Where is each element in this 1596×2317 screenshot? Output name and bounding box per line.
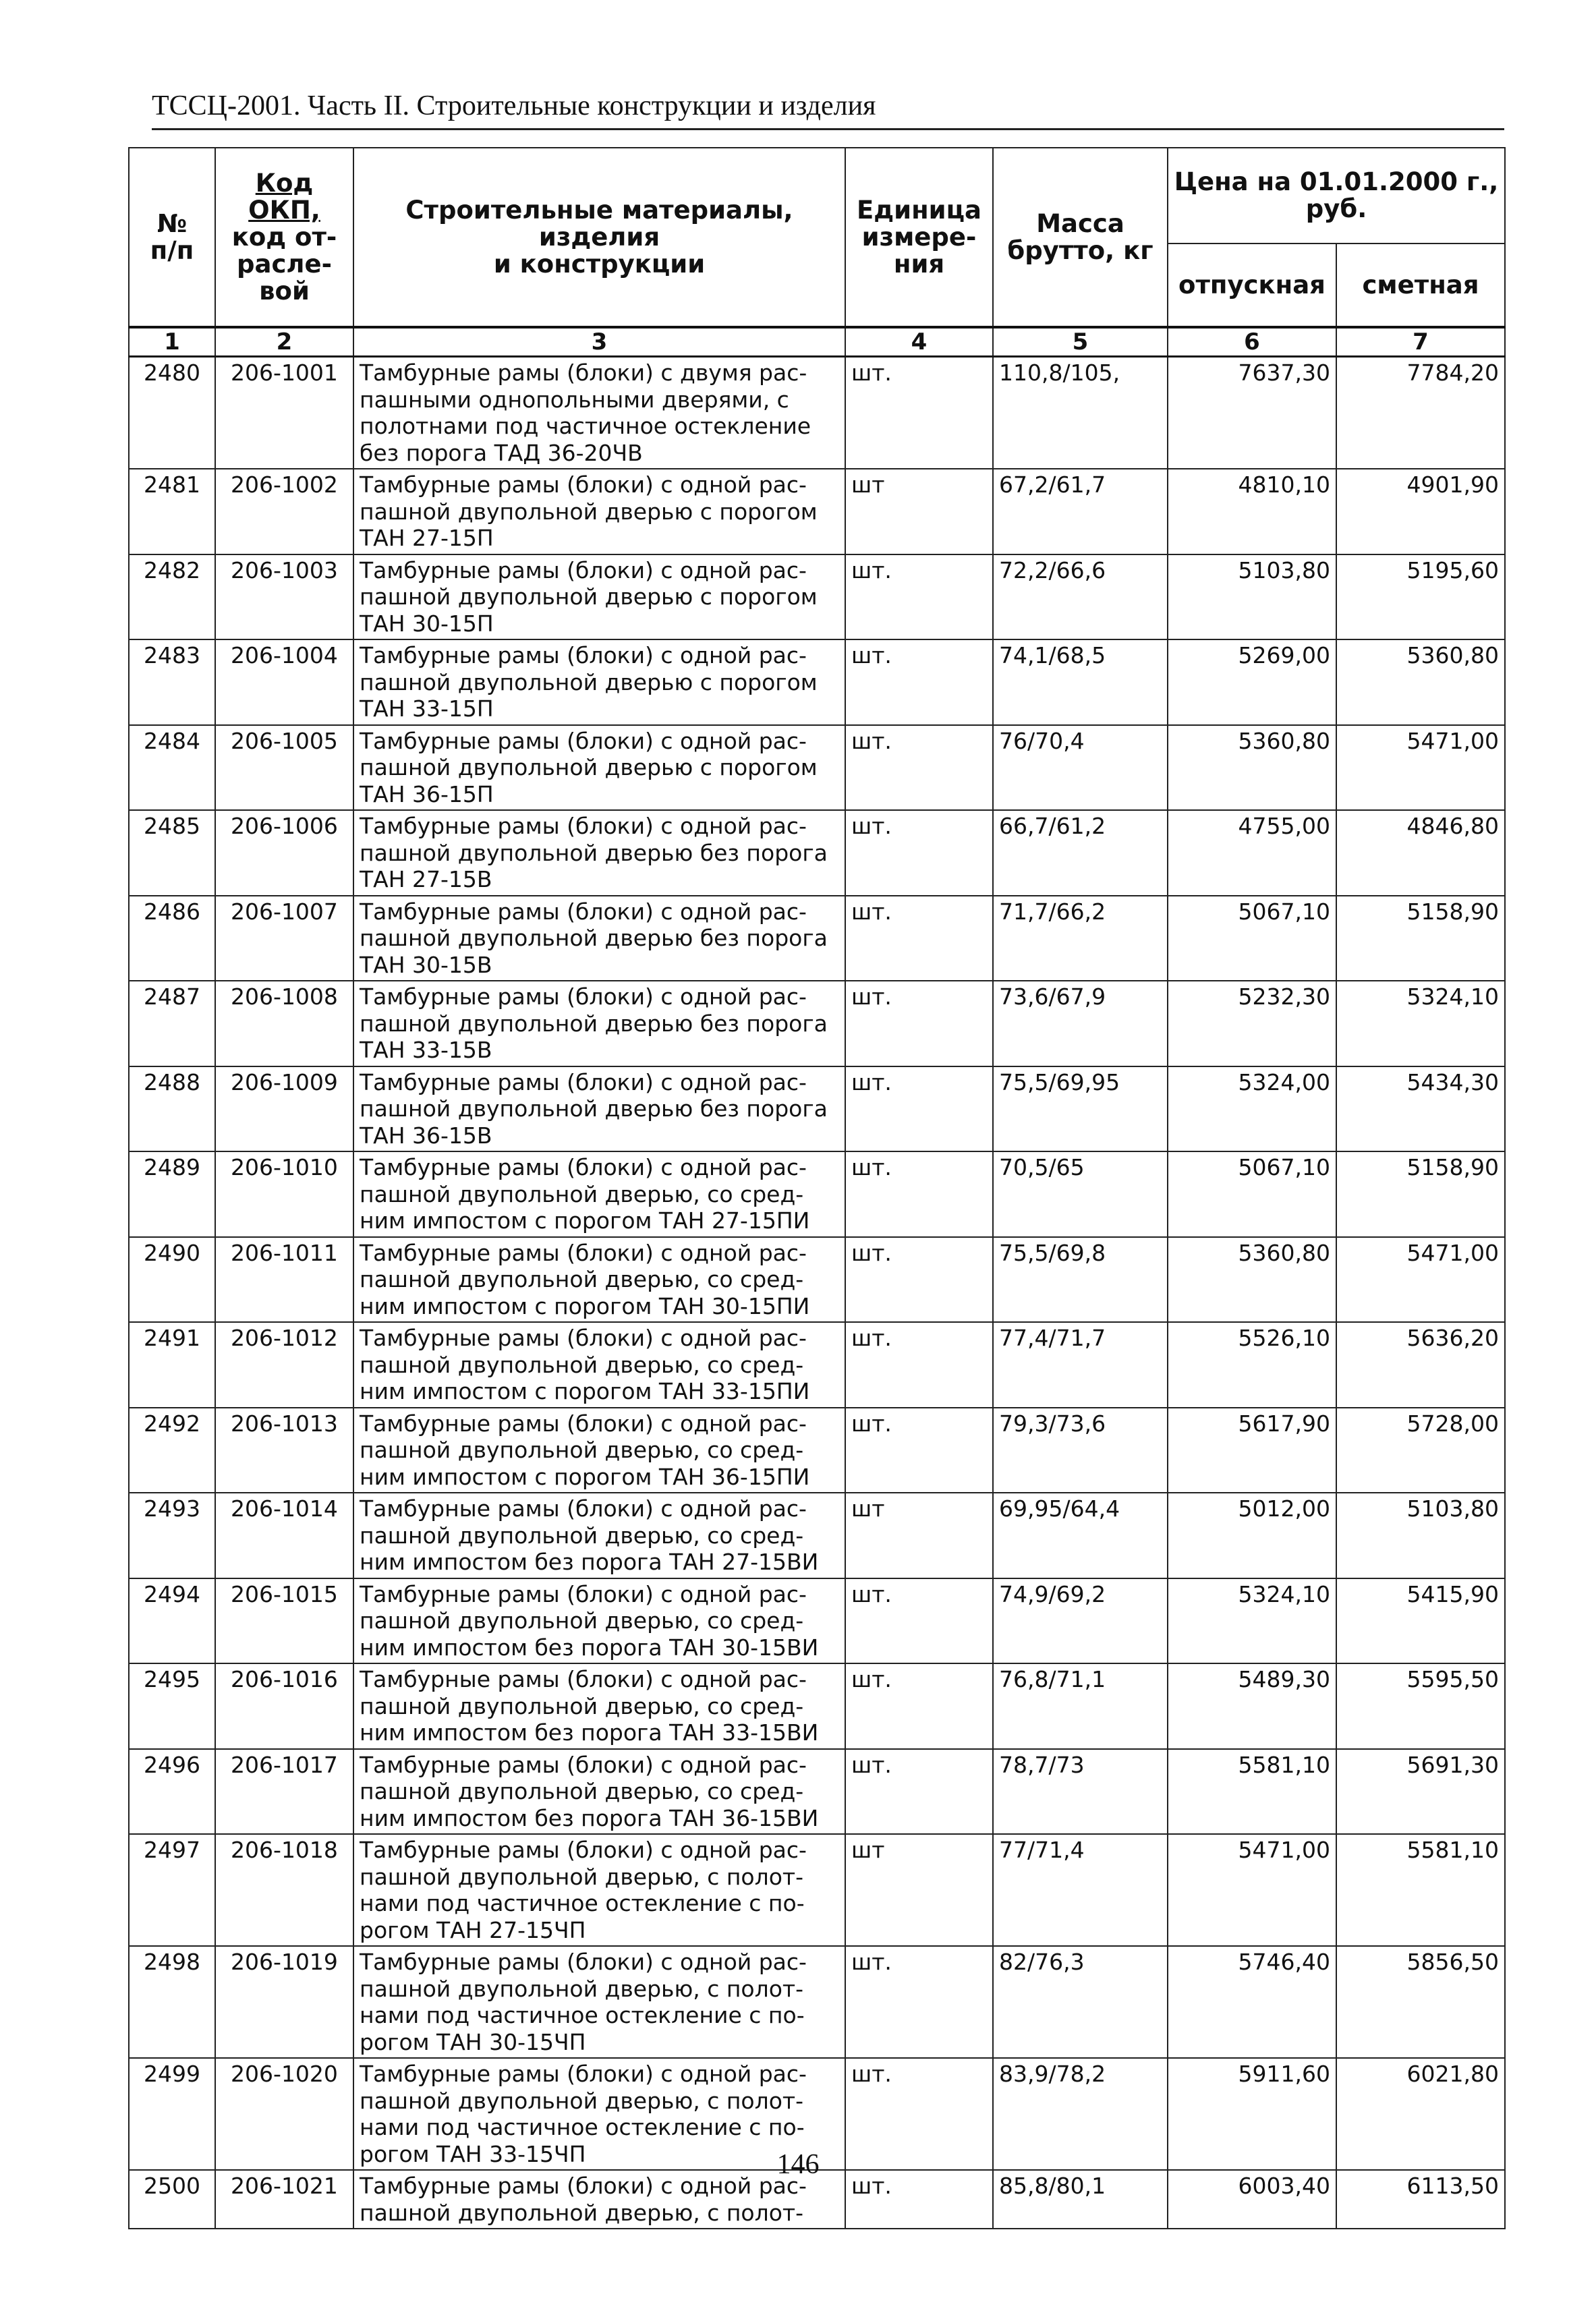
item-name-line: Тамбурные рамы (блоки) с одной рас- xyxy=(360,556,807,583)
row-number: 2492 xyxy=(129,1408,215,1493)
column-number-row xyxy=(129,327,1505,357)
unit-of-measure: шт. xyxy=(845,725,993,811)
header-code-line: код от- xyxy=(231,222,337,252)
row-number: 2498 xyxy=(129,1946,215,2058)
okp-code: 206-1017 xyxy=(215,1749,353,1835)
table-row xyxy=(129,1749,1505,1835)
item-name-line: пашной двупольной дверью, с полот- xyxy=(360,1863,804,1890)
unit-of-measure: шт. xyxy=(845,1578,993,1664)
header-unit-line: ния xyxy=(893,249,945,279)
okp-code: 206-1014 xyxy=(215,1493,353,1578)
item-name-line: Тамбурные рамы (блоки) с одной рас- xyxy=(360,471,807,498)
table-row xyxy=(129,469,1505,554)
item-name-line: рогом ТАН 30-15ЧП xyxy=(360,2028,586,2055)
item-name xyxy=(353,1493,845,1578)
item-name-line: Тамбурные рамы (блоки) с одной рас- xyxy=(360,983,807,1010)
table-row xyxy=(129,639,1505,725)
table-row xyxy=(129,357,1505,469)
estimate-price: 5856,50 xyxy=(1336,1946,1505,2058)
estimate-price: 5324,10 xyxy=(1336,981,1505,1066)
column-number: 1 xyxy=(129,327,215,357)
estimate-price: 4901,90 xyxy=(1336,469,1505,554)
release-price: 5232,30 xyxy=(1168,981,1336,1066)
item-name-line: пашной двупольной дверью, со сред- xyxy=(360,1607,804,1634)
item-name-line: ТАН 33-15П xyxy=(360,695,494,722)
gross-mass: 66,7/61,2 xyxy=(993,810,1168,896)
estimate-price: 5691,30 xyxy=(1336,1749,1505,1835)
item-name-line: Тамбурные рамы (блоки) с одной рас- xyxy=(360,1495,807,1522)
header-code-line: Код xyxy=(255,168,314,198)
item-name-line: ним импостом без порога ТАН 36-15ВИ xyxy=(360,1804,819,1831)
estimate-price: 5195,60 xyxy=(1336,554,1505,640)
header-code-line: ОКП, xyxy=(248,195,320,225)
row-number: 2481 xyxy=(129,469,215,554)
okp-code: 206-1003 xyxy=(215,554,353,640)
okp-code: 206-1006 xyxy=(215,810,353,896)
unit-of-measure: шт xyxy=(845,1834,993,1946)
item-name-line: пашной двупольной дверью без порога xyxy=(360,1095,828,1122)
release-price: 7637,30 xyxy=(1168,357,1336,469)
header-mass-line: Масса xyxy=(1036,208,1124,238)
gross-mass: 67,2/61,7 xyxy=(993,469,1168,554)
okp-code: 206-1008 xyxy=(215,981,353,1066)
release-price: 5526,10 xyxy=(1168,1322,1336,1408)
item-name xyxy=(353,357,845,469)
item-name xyxy=(353,810,845,896)
estimate-price: 5158,90 xyxy=(1336,1151,1505,1237)
unit-of-measure: шт. xyxy=(845,981,993,1066)
gross-mass: 74,9/69,2 xyxy=(993,1578,1168,1664)
release-price: 5103,80 xyxy=(1168,554,1336,640)
header-unit-line: Единица xyxy=(857,195,981,225)
table-row xyxy=(129,810,1505,896)
item-name-line: ТАН 30-15П xyxy=(360,610,494,637)
row-number: 2482 xyxy=(129,554,215,640)
estimate-price: 5103,80 xyxy=(1336,1493,1505,1578)
header-name-line: Строительные материалы, изделия xyxy=(405,195,793,252)
unit-of-measure: шт. xyxy=(845,639,993,725)
item-name-line: пашной двупольной дверью, со сред- xyxy=(360,1522,804,1549)
release-price: 5581,10 xyxy=(1168,1749,1336,1835)
estimate-price: 4846,80 xyxy=(1336,810,1505,896)
item-name-line: пашной двупольной дверью с порогом xyxy=(360,668,818,695)
header-unit xyxy=(845,148,993,327)
item-name xyxy=(353,1834,845,1946)
estimate-price: 5360,80 xyxy=(1336,639,1505,725)
estimate-price: 5415,90 xyxy=(1336,1578,1505,1664)
gross-mass: 77,4/71,7 xyxy=(993,1322,1168,1408)
table-row xyxy=(129,1493,1505,1578)
table-row xyxy=(129,1578,1505,1664)
okp-code: 206-1013 xyxy=(215,1408,353,1493)
row-number: 2495 xyxy=(129,1663,215,1749)
okp-code: 206-1009 xyxy=(215,1066,353,1152)
gross-mass: 70,5/65 xyxy=(993,1151,1168,1237)
okp-code: 206-1020 xyxy=(215,2058,353,2170)
item-name-line: нами под частичное остекление с по- xyxy=(360,1890,805,1916)
item-name xyxy=(353,1237,845,1323)
okp-code: 206-1005 xyxy=(215,725,353,811)
table-header xyxy=(129,148,1505,357)
header-code-line: вой xyxy=(259,276,310,306)
table-row xyxy=(129,725,1505,811)
gross-mass: 72,2/66,6 xyxy=(993,554,1168,640)
item-name-line: ним импостом с порогом ТАН 36-15ПИ xyxy=(360,1463,810,1490)
row-number: 2500 xyxy=(129,2170,215,2229)
item-name-line: пашной двупольной дверью, со сред- xyxy=(360,1692,804,1719)
okp-code: 206-1001 xyxy=(215,357,353,469)
release-price: 5324,00 xyxy=(1168,1066,1336,1152)
table-body xyxy=(129,357,1505,2229)
item-name-line: ТАН 30-15В xyxy=(360,951,492,978)
item-name-line: пашной двупольной дверью, с полот- xyxy=(360,1975,804,2002)
okp-code: 206-1019 xyxy=(215,1946,353,2058)
column-number: 5 xyxy=(993,327,1168,357)
item-name xyxy=(353,639,845,725)
release-price: 6003,40 xyxy=(1168,2170,1336,2229)
header-unit-line: измере- xyxy=(861,222,977,252)
unit-of-measure: шт xyxy=(845,1493,993,1578)
release-price: 5911,60 xyxy=(1168,2058,1336,2170)
estimate-price: 6021,80 xyxy=(1336,2058,1505,2170)
item-name-line: Тамбурные рамы (блоки) с одной рас- xyxy=(360,1325,807,1351)
unit-of-measure: шт. xyxy=(845,896,993,981)
item-name xyxy=(353,1749,845,1835)
item-name xyxy=(353,554,845,640)
okp-code: 206-1012 xyxy=(215,1322,353,1408)
okp-code: 206-1021 xyxy=(215,2170,353,2229)
unit-of-measure: шт. xyxy=(845,1749,993,1835)
item-name xyxy=(353,1408,845,1493)
item-name-line: Тамбурные рамы (блоки) с одной рас- xyxy=(360,1837,807,1863)
gross-mass: 76,8/71,1 xyxy=(993,1663,1168,1749)
item-name xyxy=(353,469,845,554)
item-name xyxy=(353,1946,845,2058)
table-row xyxy=(129,1834,1505,1946)
row-number: 2491 xyxy=(129,1322,215,1408)
item-name-line: Тамбурные рамы (блоки) с одной рас- xyxy=(360,1580,807,1607)
item-name-line: пашной двупольной дверью без порога xyxy=(360,925,828,951)
release-price: 5489,30 xyxy=(1168,1663,1336,1749)
item-name-line: пашной двупольной дверью без порога xyxy=(360,839,828,866)
header-price-release: отпускная xyxy=(1168,244,1336,327)
row-number: 2480 xyxy=(129,357,215,469)
header-mass-line: брутто, кг xyxy=(1007,235,1153,265)
okp-code: 206-1010 xyxy=(215,1151,353,1237)
row-number: 2494 xyxy=(129,1578,215,1664)
item-name-line: пашной двупольной дверью, с полот- xyxy=(360,2199,804,2226)
estimate-price: 5434,30 xyxy=(1336,1066,1505,1152)
header-code-line: расле- xyxy=(237,249,332,279)
unit-of-measure: шт. xyxy=(845,1151,993,1237)
unit-of-measure: шт. xyxy=(845,1408,993,1493)
item-name-line: пашной двупольной дверью, со сред- xyxy=(360,1437,804,1463)
table-row xyxy=(129,1237,1505,1323)
gross-mass: 71,7/66,2 xyxy=(993,896,1168,981)
gross-mass: 79,3/73,6 xyxy=(993,1408,1168,1493)
item-name-line: пашной двупольной дверью, со сред- xyxy=(360,1351,804,1378)
estimate-price: 5636,20 xyxy=(1336,1322,1505,1408)
row-number: 2488 xyxy=(129,1066,215,1152)
price-table-container xyxy=(128,147,1504,2229)
unit-of-measure: шт. xyxy=(845,2058,993,2170)
release-price: 5617,90 xyxy=(1168,1408,1336,1493)
unit-of-measure: шт xyxy=(845,469,993,554)
estimate-price: 5728,00 xyxy=(1336,1408,1505,1493)
gross-mass: 73,6/67,9 xyxy=(993,981,1168,1066)
item-name-line: нами под частичное остекление с по- xyxy=(360,2002,805,2028)
item-name-line: пашной двупольной дверью, со сред- xyxy=(360,1266,804,1292)
item-name-line: Тамбурные рамы (блоки) с одной рас- xyxy=(360,1154,807,1180)
unit-of-measure: шт. xyxy=(845,1237,993,1323)
estimate-price: 5471,00 xyxy=(1336,1237,1505,1323)
item-name-line: без порога ТАД 36-20ЧВ xyxy=(360,439,643,466)
unit-of-measure: шт. xyxy=(845,357,993,469)
gross-mass: 82/76,3 xyxy=(993,1946,1168,2058)
header-name-line: и конструкции xyxy=(493,249,706,279)
release-price: 5360,80 xyxy=(1168,725,1336,811)
header-no-line: № xyxy=(156,208,188,238)
row-number: 2487 xyxy=(129,981,215,1066)
row-number: 2489 xyxy=(129,1151,215,1237)
release-price: 5360,80 xyxy=(1168,1237,1336,1323)
gross-mass: 75,5/69,95 xyxy=(993,1066,1168,1152)
estimate-price: 5471,00 xyxy=(1336,725,1505,811)
row-number: 2490 xyxy=(129,1237,215,1323)
release-price: 5067,10 xyxy=(1168,896,1336,981)
item-name-line: ним импостом с порогом ТАН 30-15ПИ xyxy=(360,1292,810,1319)
item-name xyxy=(353,1066,845,1152)
release-price: 4810,10 xyxy=(1168,469,1336,554)
item-name-line: полотнами под частичное остекление xyxy=(360,413,811,439)
item-name xyxy=(353,1151,845,1237)
running-title: ТССЦ-2001. Часть II. Строительные конструкции и изделия xyxy=(152,89,1504,130)
item-name xyxy=(353,981,845,1066)
item-name-line: Тамбурные рамы (блоки) с одной рас- xyxy=(360,1949,807,1975)
okp-code: 206-1004 xyxy=(215,639,353,725)
table-row xyxy=(129,1066,1505,1152)
header-name xyxy=(353,148,845,327)
row-number: 2486 xyxy=(129,896,215,981)
item-name-line: пашной двупольной дверью, со сред- xyxy=(360,1778,804,1804)
row-number: 2485 xyxy=(129,810,215,896)
gross-mass: 78,7/73 xyxy=(993,1749,1168,1835)
row-number: 2497 xyxy=(129,1834,215,1946)
item-name-line: Тамбурные рамы (блоки) с одной рас- xyxy=(360,1666,807,1692)
gross-mass: 76/70,4 xyxy=(993,725,1168,811)
estimate-price: 6113,50 xyxy=(1336,2170,1505,2229)
item-name-line: Тамбурные рамы (блоки) с одной рас- xyxy=(360,642,807,668)
okp-code: 206-1016 xyxy=(215,1663,353,1749)
column-number: 7 xyxy=(1336,327,1505,357)
row-number: 2499 xyxy=(129,2058,215,2170)
table-row xyxy=(129,981,1505,1066)
header-mass xyxy=(993,148,1168,327)
item-name-line: пашной двупольной дверью с порогом xyxy=(360,754,818,780)
header-no xyxy=(129,148,215,327)
column-number: 3 xyxy=(353,327,845,357)
item-name xyxy=(353,896,845,981)
gross-mass: 74,1/68,5 xyxy=(993,639,1168,725)
table-row xyxy=(129,1408,1505,1493)
item-name-line: пашной двупольной дверью с порогом xyxy=(360,498,818,525)
gross-mass: 77/71,4 xyxy=(993,1834,1168,1946)
page-number: 146 xyxy=(776,2149,820,2180)
item-name-line: Тамбурные рамы (блоки) с двумя рас- xyxy=(360,360,807,386)
header-price-line: Цена на 01.01.2000 г., xyxy=(1174,167,1499,196)
item-name-line: ТАН 36-15В xyxy=(360,1122,492,1149)
price-table xyxy=(128,147,1506,2229)
item-name-line: ним импостом с порогом ТАН 33-15ПИ xyxy=(360,1378,810,1404)
column-number: 2 xyxy=(215,327,353,357)
item-name-line: Тамбурные рамы (блоки) с одной рас- xyxy=(360,1410,807,1437)
okp-code: 206-1018 xyxy=(215,1834,353,1946)
release-price: 5067,10 xyxy=(1168,1151,1336,1237)
header-price xyxy=(1168,148,1505,244)
table-row xyxy=(129,554,1505,640)
header-price-line: руб. xyxy=(1305,194,1367,223)
item-name-line: ТАН 27-15П xyxy=(360,525,494,551)
release-price: 5269,00 xyxy=(1168,639,1336,725)
item-name-line: ним импостом без порога ТАН 27-15ВИ xyxy=(360,1549,819,1575)
table-row xyxy=(129,1663,1505,1749)
unit-of-measure: шт. xyxy=(845,1066,993,1152)
item-name-line: нами под частичное остекление с по- xyxy=(360,2114,805,2140)
header-price-estimate: сметная xyxy=(1336,244,1505,327)
item-name-line: ТАН 33-15В xyxy=(360,1037,492,1063)
item-name-line: пашной двупольной дверью с порогом xyxy=(360,583,818,610)
item-name-line: пашной двупольной дверью, со сред- xyxy=(360,1180,804,1207)
item-name-line: Тамбурные рамы (блоки) с одной рас- xyxy=(360,2173,807,2199)
item-name-line: Тамбурные рамы (блоки) с одной рас- xyxy=(360,1239,807,1266)
column-number: 4 xyxy=(845,327,993,357)
unit-of-measure: шт. xyxy=(845,554,993,640)
row-number: 2493 xyxy=(129,1493,215,1578)
unit-of-measure: шт. xyxy=(845,1322,993,1408)
item-name-line: пашными однопольными дверями, с xyxy=(360,386,789,413)
item-name xyxy=(353,1663,845,1749)
okp-code: 206-1002 xyxy=(215,469,353,554)
header-code xyxy=(215,148,353,327)
okp-code: 206-1007 xyxy=(215,896,353,981)
item-name-line: ним импостом без порога ТАН 30-15ВИ xyxy=(360,1634,819,1661)
item-name-line: Тамбурные рамы (блоки) с одной рас- xyxy=(360,1751,807,1778)
release-price: 5471,00 xyxy=(1168,1834,1336,1946)
release-price: 5012,00 xyxy=(1168,1493,1336,1578)
gross-mass: 110,8/105, xyxy=(993,357,1168,469)
row-number: 2483 xyxy=(129,639,215,725)
item-name-line: ним импостом без порога ТАН 33-15ВИ xyxy=(360,1719,819,1746)
unit-of-measure: шт. xyxy=(845,1946,993,2058)
row-number: 2496 xyxy=(129,1749,215,1835)
unit-of-measure: шт. xyxy=(845,2170,993,2229)
release-price: 4755,00 xyxy=(1168,810,1336,896)
okp-code: 206-1011 xyxy=(215,1237,353,1323)
table-row xyxy=(129,1151,1505,1237)
table-row xyxy=(129,1946,1505,2058)
item-name-line: пашной двупольной дверью, с полот- xyxy=(360,2087,804,2114)
row-number: 2484 xyxy=(129,725,215,811)
estimate-price: 7784,20 xyxy=(1336,357,1505,469)
item-name-line: ТАН 27-15В xyxy=(360,866,492,892)
table-row xyxy=(129,896,1505,981)
estimate-price: 5581,10 xyxy=(1336,1834,1505,1946)
item-name-line: Тамбурные рамы (блоки) с одной рас- xyxy=(360,727,807,754)
item-name-line: ТАН 36-15П xyxy=(360,780,494,807)
gross-mass: 75,5/69,8 xyxy=(993,1237,1168,1323)
item-name-line: Тамбурные рамы (блоки) с одной рас- xyxy=(360,813,807,839)
unit-of-measure: шт. xyxy=(845,1663,993,1749)
release-price: 5324,10 xyxy=(1168,1578,1336,1664)
header-no-line: п/п xyxy=(150,235,194,265)
item-name-line: пашной двупольной дверью без порога xyxy=(360,1010,828,1037)
item-name-line: рогом ТАН 33-15ЧП xyxy=(360,2140,586,2167)
item-name xyxy=(353,1322,845,1408)
item-name-line: Тамбурные рамы (блоки) с одной рас- xyxy=(360,2061,807,2087)
gross-mass: 83,9/78,2 xyxy=(993,2058,1168,2170)
estimate-price: 5158,90 xyxy=(1336,896,1505,981)
item-name-line: ним импостом с порогом ТАН 27-15ПИ xyxy=(360,1207,810,1234)
table-row xyxy=(129,1322,1505,1408)
column-number: 6 xyxy=(1168,327,1336,357)
release-price: 5746,40 xyxy=(1168,1946,1336,2058)
estimate-price: 5595,50 xyxy=(1336,1663,1505,1749)
item-name-line: рогом ТАН 27-15ЧП xyxy=(360,1916,586,1943)
gross-mass: 85,8/80,1 xyxy=(993,2170,1168,2229)
okp-code: 206-1015 xyxy=(215,1578,353,1664)
item-name xyxy=(353,725,845,811)
item-name-line: Тамбурные рамы (блоки) с одной рас- xyxy=(360,898,807,925)
unit-of-measure: шт. xyxy=(845,810,993,896)
item-name xyxy=(353,1578,845,1664)
gross-mass: 69,95/64,4 xyxy=(993,1493,1168,1578)
item-name-line: Тамбурные рамы (блоки) с одной рас- xyxy=(360,1068,807,1095)
